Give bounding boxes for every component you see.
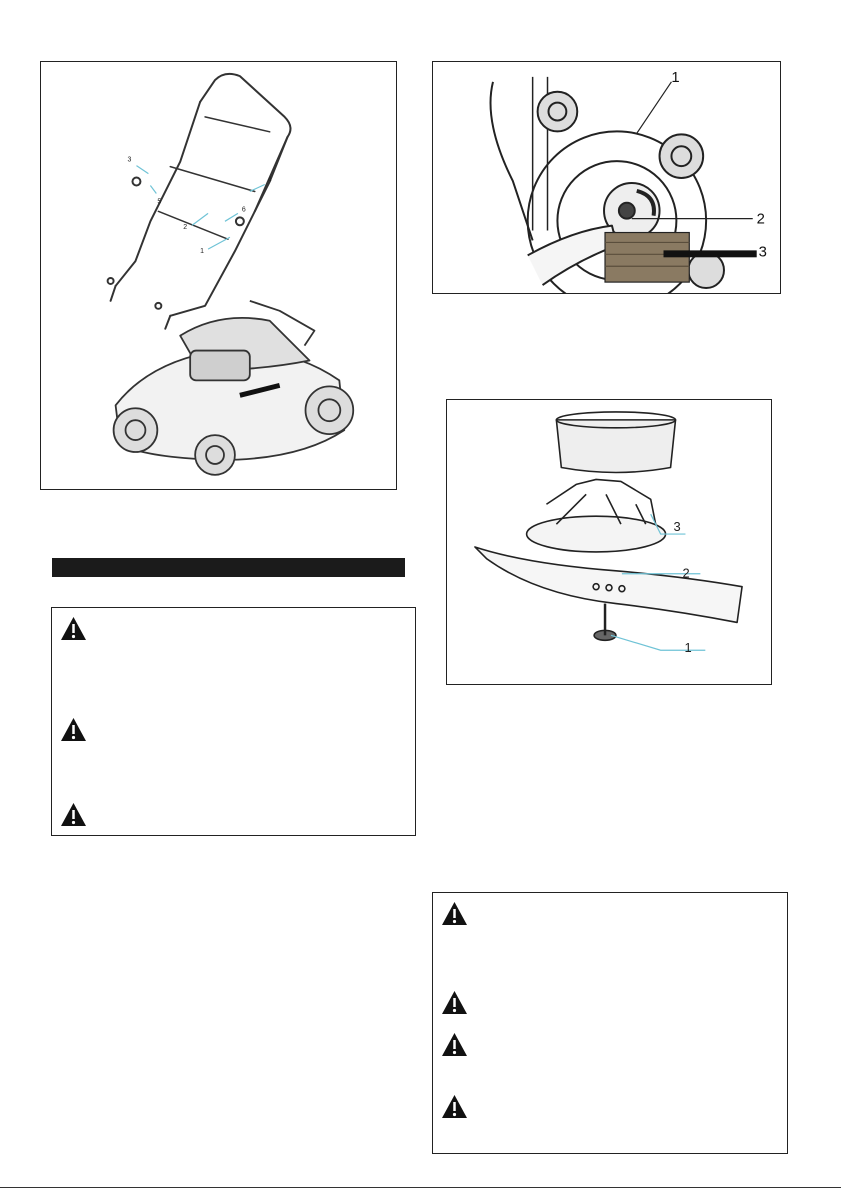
callout-2: 2 [183, 224, 188, 232]
callout-3: 3 [673, 519, 681, 535]
warning-icon [60, 802, 87, 827]
warning-box-right [432, 892, 788, 1154]
warning-box-left [51, 607, 416, 836]
warning-icon [60, 616, 87, 641]
callout-1: 1 [684, 640, 692, 656]
figure-blade-parts [446, 399, 772, 685]
callout-3: 3 [758, 244, 767, 261]
callout-2: 2 [756, 211, 765, 228]
callout-1: 1 [200, 248, 204, 256]
warning-icon [441, 1094, 468, 1119]
callout-6: 6 [241, 206, 246, 214]
warning-icon [441, 990, 468, 1015]
callout-3: 3 [127, 156, 132, 164]
page-bottom-rule [0, 1187, 841, 1188]
warning-icon [441, 901, 468, 926]
callout-1: 1 [671, 69, 680, 86]
callout-2: 2 [682, 565, 690, 581]
blade-removal-drawing [433, 62, 780, 293]
warning-icon [441, 1032, 468, 1057]
figure-mower-assembly [40, 61, 397, 490]
section-heading-bar [52, 558, 405, 577]
figure-blade-removal [432, 61, 781, 294]
callout-5: 5 [157, 198, 162, 206]
warning-icon [60, 717, 87, 742]
callout-4: 4 [267, 176, 272, 184]
mower-assembly-drawing [41, 62, 396, 489]
blade-parts-drawing [447, 400, 771, 684]
